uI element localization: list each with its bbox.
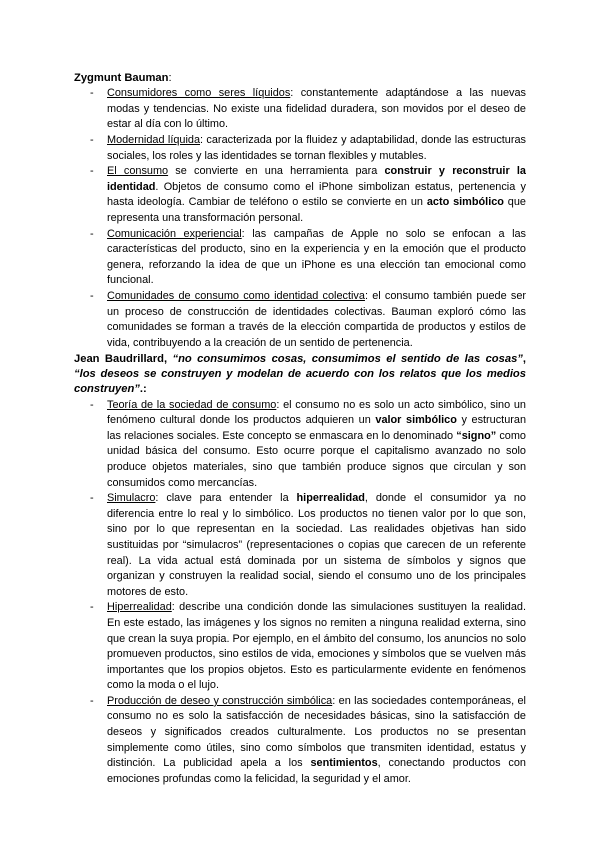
emphasis: acto simbólico: [426, 196, 504, 209]
baudrillard-list: [74, 398, 526, 788]
list-item: - Simulacro: clave para entender la hiperrealidad, donde el consumidor ya no diferencia entre lo real y lo simbólico. Los productos no tienen valor por lo que son, sino por lo que representan en la sociedad. Las realidades objetivas han sido sustituidas por “simulacros” (representaciones o copias que carecen de un referente real). La vida actual está dominada por un sistema de símbolos y signos que organizan y construyen la realidad social, siendo el consumo uno de los principales motores de esto.: [90, 492, 526, 598]
section-baudrillard: [74, 352, 526, 787]
list-item-term: Comunicación experiencial: [107, 227, 242, 240]
section-heading-baudrillard: Jean Baudrillard, “no consumimos cosas, consumimos el sentido de las cosas”, “los deseos se construyen y modelan de acuerdo con los relatos que los medios construyen”.:: [74, 353, 526, 396]
list-item-term: Comunidades de consumo como identidad colectiva: [107, 289, 365, 302]
emphasis: construir y reconstruir la identidad: [107, 165, 526, 193]
quote: “no consumimos cosas, consumimos el sentido de las cosas”: [172, 353, 523, 365]
emphasis: hiperrealidad: [296, 492, 365, 505]
list-item-term: Consumidores como seres líquidos: [107, 87, 291, 100]
list-item-term: Hiperrealidad: [107, 601, 172, 614]
list-item: - Teoría de la sociedad de consumo: el consumo no es solo un acto simbólico, sino un fenómeno cultural donde los productos adquieren un valor simbólico y estructuran las relaciones sociales. Este concepto se enmascara en lo denominado “signo” como unidad básica del consumo. Esto ocurre porque el capitalismo avanzado no solo produce objetos materiales, sino que también produce signos que circulan y son consumidos como mercancías.: [90, 398, 526, 489]
quote: “los deseos se construyen y modelan de acuerdo con los relatos que los medios construyen”: [74, 368, 526, 396]
list-item: - El consumo se convierte en una herramienta para construir y reconstruir la identidad. Objetos de consumo como el iPhone simbolizan estatus, pertenencia y hasta ideología. Cambiar de teléfono o estilo se convierte en un acto simbólico que representa una transformación personal.: [90, 165, 526, 224]
list-item-term: Modernidad líquida: [107, 133, 201, 146]
list-item: - Modernidad líquida: caracterizada por la fluidez y adaptabilidad, donde las estructuras sociales, los roles y las identidades se tornan flexibles y mutables.: [90, 133, 526, 162]
section-heading-bauman: Zygmunt Bauman:: [74, 72, 172, 84]
list-item: - Comunidades de consumo como identidad colectiva: el consumo también puede ser un proceso de construcción de identidades colectivas. Bauman exploró cómo las comunidades se forman a través de la elección compartida de productos y estilos de vida, contribuyendo a la creación de un sentido de pertenencia.: [90, 289, 527, 349]
list-item: - Consumidores como seres líquidos: constantemente adaptándose a las nuevas modas y tendencias. No existe una fidelidad duradera, son movidos por el deseo de estar al día con lo último.: [90, 87, 526, 131]
section-bauman: [74, 71, 526, 351]
list-item: - Comunicación experiencial: las campañas de Apple no solo se enfocan a las características del producto, sino en la experiencia y en la emoción que el producto genera, reforzando la idea de que un iPhone es una elección tan emocional como funcional.: [90, 227, 526, 287]
emphasis: valor simbólico: [375, 414, 457, 427]
list-item-term: Teoría de la sociedad de consumo: [107, 398, 277, 411]
author-name: Jean Baudrillard,: [74, 353, 173, 365]
emphasis: “signo”: [456, 429, 497, 442]
emphasis: sentimientos: [310, 757, 378, 770]
list-item: - Producción de deseo y construcción simbólica: en las sociedades contemporáneas, el consumo no es solo la satisfacción de necesidades básicas, sino la satisfacción de deseos y significados creados culturalmente. Los productos no se presentan simplemente como útiles, sino como símbolos que transmiten identidad, estatus y distinción. La publicidad apela a los sentimientos, conectando productos con emociones profundas como la felicidad, la seguridad y el amor.: [90, 694, 526, 785]
author-name: Zygmunt Bauman: [74, 72, 169, 84]
list-item-term: El consumo: [107, 165, 169, 178]
list-item: - Hiperrealidad: describe una condición donde las simulaciones sustituyen la realidad. En este estado, las imágenes y los signos no remiten a ninguna realidad externa, sino que crean la suya propia. Por ejemplo, en el ámbito del consumo, los anuncios no solo promueven productos, sino estilos de vida, emociones y símbolos que se vuelven más importantes que los propios objetos. Esto es particularmente evidente en fenómenos como la moda o el lujo.: [90, 601, 526, 692]
list-item-term: Producción de deseo y construcción simbólica: [107, 694, 333, 707]
bauman-list: [74, 86, 526, 351]
list-item-term: Simulacro: [107, 492, 156, 505]
